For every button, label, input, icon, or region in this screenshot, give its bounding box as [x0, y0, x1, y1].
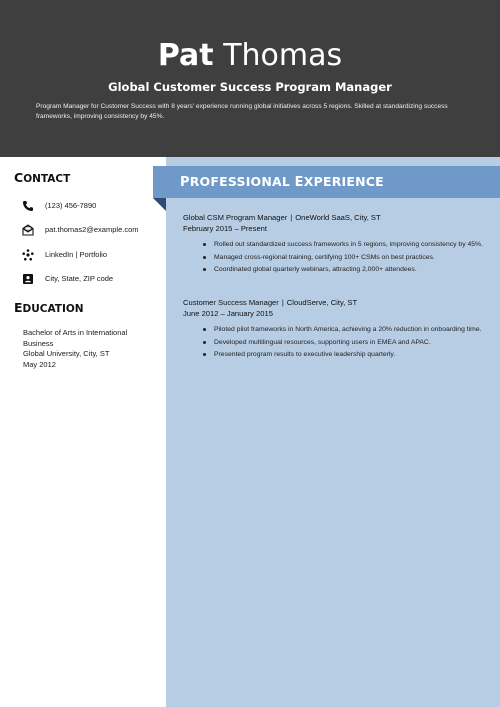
list-item: Piloted pilot frameworks in North America, achieving a 20% reduction in onboarding time. [183, 325, 484, 335]
job-entry [183, 297, 483, 363]
education-heading [14, 300, 84, 315]
heading-initial: E [14, 300, 23, 315]
network-icon [22, 249, 34, 261]
contact-phone [20, 200, 160, 214]
list-item: Managed cross-regional training, certifying 100+ CSMs on best practices. [183, 253, 484, 263]
candidate-name [0, 36, 500, 76]
heading-initial: C [14, 170, 24, 185]
job-header [183, 212, 483, 223]
job-title: Customer Success Manager [183, 298, 279, 307]
resume-header [0, 0, 500, 157]
links-text[interactable]: LinkedIn | Portfolio [45, 250, 107, 259]
contact-heading [14, 170, 70, 185]
heading-rest: ONTACT [23, 173, 71, 185]
list-item: Rolled out standardized success frameworks in 5 regions, improving consistency by 45%. [183, 240, 484, 250]
job-dates: June 2012 – January 2015 [183, 309, 273, 318]
heading-rest: XPERIENCE [303, 174, 384, 189]
job-entry [183, 212, 483, 278]
job-separator: | [290, 213, 293, 222]
heading-initial: P [180, 175, 190, 190]
job-dates: February 2015 – Present [183, 224, 268, 233]
professional-summary: Program Manager for Customer Success with 8 years' experience running global initiatives across 5 regions. Skilled at standardizing success frameworks, improving consistency by 45%. [36, 103, 448, 120]
phone-number: (123) 456-7890 [45, 201, 97, 210]
graduation-date: May 2012 [23, 359, 56, 369]
envelope-icon [22, 224, 34, 236]
first-name: Pat [157, 38, 214, 73]
list-item: Presented program results to executive leadership quarterly. [183, 350, 484, 360]
contact-links [20, 249, 160, 263]
location-text: City, State, ZIP code [45, 274, 114, 283]
job-title: Global Customer Success Program Manager [108, 80, 392, 94]
list-item: Coordinated global quarterly webinars, attracting 2,000+ attendees. [183, 265, 484, 275]
school-name: Global University, City, ST [23, 349, 110, 358]
id-card-icon [22, 273, 34, 285]
job-separator: | [281, 298, 284, 307]
job-bullets [183, 325, 483, 360]
job-bullets [183, 240, 483, 275]
job-company: CloudServe, City, ST [286, 298, 358, 307]
heading-rest: ROFESSIONAL [189, 174, 291, 189]
heading-initial: E [294, 175, 304, 190]
experience-heading [180, 166, 384, 199]
job-company: OneWorld SaaS, City, ST [295, 213, 381, 222]
degree-line: Bachelor of Arts in International [23, 328, 128, 337]
job-title: Global CSM Program Manager [183, 213, 288, 222]
contact-email [20, 224, 160, 238]
degree-line: Business [23, 338, 54, 348]
last-name: Thomas [223, 38, 343, 73]
education-entry [23, 328, 158, 370]
heading-rest: DUCATION [22, 303, 84, 315]
job-header [183, 297, 483, 308]
list-item: Developed multilingual resources, supporting users in EMEA and APAC. [183, 338, 484, 348]
email-address[interactable]: pat.thomas2@example.com [45, 225, 139, 234]
contact-location [20, 273, 160, 287]
phone-icon [22, 200, 34, 212]
